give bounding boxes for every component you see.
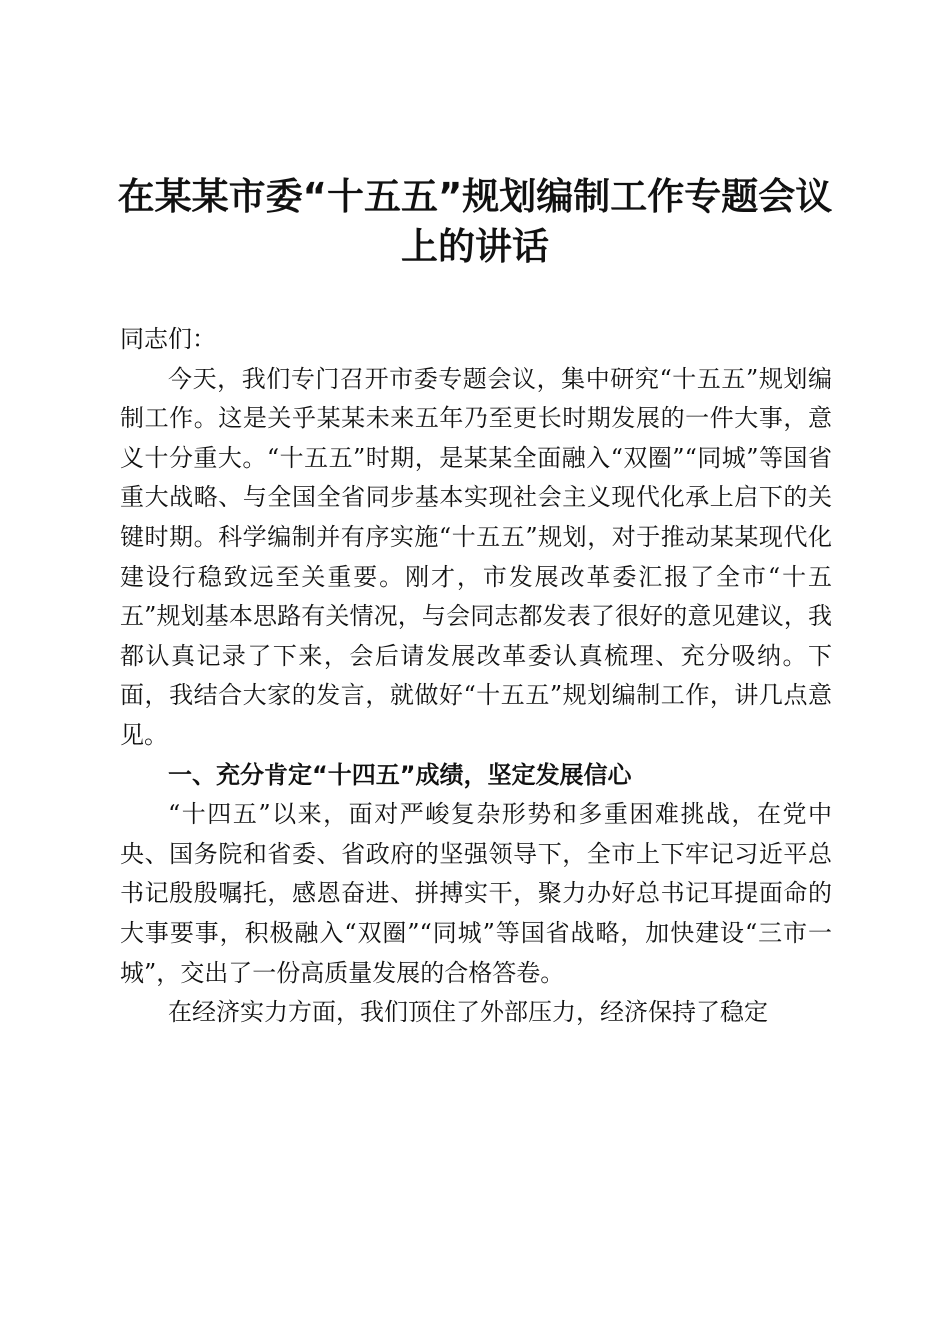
section1-paragraph-1: “十四五”以来，面对严峻复杂形势和多重困难挑战，在党中央、国务院和省委、省政府的坚强领导下，全市上下牢记习近平总书记殷殷嘱托，感恩奋进、拼搏实干，聚力办好总书记耳提面命的大事要事，积极融入“双圈”“同城”等国省战略，加快建设“三市一城”，交出了一份高质量发展的合格答卷。 bbox=[120, 800, 832, 987]
section1-paragraph-2: 在经济实力方面，我们顶住了外部压力，经济保持了稳定 bbox=[168, 998, 768, 1027]
title-line-2: 上的讲话 bbox=[401, 225, 549, 268]
section-heading-1: 一、充分肯定“十四五”成绩，坚定发展信心 bbox=[168, 760, 632, 789]
intro-paragraph: 今天，我们专门召开市委专题会议，集中研究“十五五”规划编制工作。这是关乎某某未来五年乃至更长时期发展的一件大事，意义十分重大。“十五五”时期，是某某全面融入“双圈”“同城”等国省重大战略、与全国全省同步基本实现社会主义现代化承上启下的关键时期。科学编制并有序实施“十五五”规划，对于推动某某现代化建设行稳致远至关重要。刚才，市发展改革委汇报了全市“十五五”规划基本思路有关情况，与会同志都发表了很好的意见建议，我都认真记录了下来，会后请发展改革委认真梳理、充分吸纳。下面，我结合大家的发言，就做好“十五五”规划编制工作，讲几点意见。 bbox=[120, 364, 832, 749]
title-line-1: 在某某市委“十五五”规划编制工作专题会议 bbox=[117, 175, 833, 218]
salutation: 同志们： bbox=[120, 325, 216, 353]
document-body bbox=[120, 320, 832, 1033]
document-title bbox=[100, 172, 850, 272]
